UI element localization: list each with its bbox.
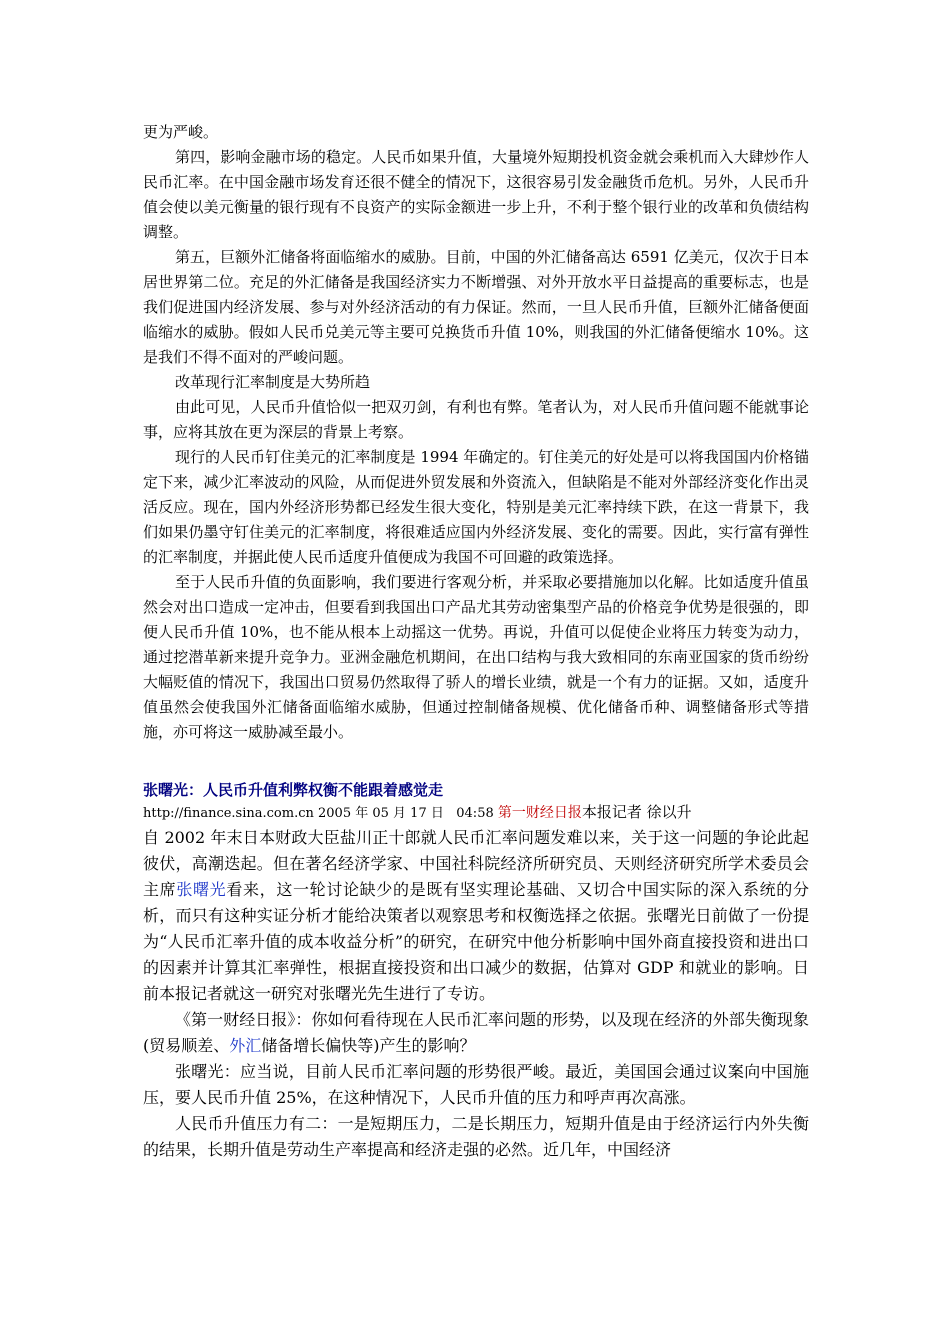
interview-answer: 张曙光：应当说，目前人民币汇率问题的形势很严峻。最近，美国国会通过议案向中国施压，要人民币升值 25%，在这种情况下，人民币升值的压力和呼声再次高涨。 bbox=[143, 1062, 809, 1107]
paragraph: 由此可见，人民币升值恰似一把双刃剑，有利也有弊。笔者认为，对人民币升值问题不能就事论事，应将其放在更为深层的背景上考察。 bbox=[143, 398, 809, 441]
source-url[interactable]: http://finance.sina.com.cn bbox=[143, 806, 314, 821]
paragraph: 更为严峻。 bbox=[143, 123, 219, 141]
interview-question bbox=[143, 1007, 809, 1059]
interview-answer: 人民币升值压力有二：一是短期压力，二是长期压力，短期升值是由于经济运行内外失衡的结果，长期升值是劳动生产率提高和经济走强的必然。近几年，中国经济 bbox=[143, 1114, 809, 1159]
article-title: 张曙光：人民币升值利弊权衡不能跟着感觉走 bbox=[143, 781, 444, 799]
intro-text: 自 2002 年末日本财政大臣盐川正十郎就人民币汇率问题发难以来，关于这一问题的争论此起彼伏，高潮迭起。但在著名经济学家、中国社科院经济所研究员、天则经济研究所学术委员会主席 bbox=[143, 828, 809, 899]
question-text: 《第一财经日报》：你如何看待现在人民币汇率问题的形势，以及现在经济的外部失衡现象(贸易顺差、 bbox=[143, 1010, 809, 1055]
person-link[interactable]: 张曙光 bbox=[176, 880, 227, 899]
intro-text: 看来，这一轮讨论缺少的是既有坚实理论基础、又切合中国实际的深入系统的分析，而只有这种实证分析才能给决策者以观察思考和权衡选择之依据。张曙光日前做了一份提为“人民币汇率升值的成本收益分析”的研究，在研究中他分析影响中国外商直接投资和进出口的因素并计算其汇率弹性，根据直接投资和出口减少的数据，估算对 GDP 和就业的影响。日前本报记者就这一研究对张曙光先生进行了专访。 bbox=[143, 880, 809, 1003]
forex-link[interactable]: 外汇 bbox=[229, 1036, 262, 1055]
question-text: 储备增长偏快等)产生的影响？ bbox=[261, 1036, 476, 1055]
source-link[interactable]: 第一财经日报 bbox=[497, 805, 582, 821]
reporter-credit: 本报记者 徐以升 bbox=[581, 803, 692, 821]
paragraph: 第五，巨额外汇储备将面临缩水的威胁。目前，中国的外汇储备高达 6591 亿美元，仅次于日本居世界第二位。充足的外汇储备是我国经济实力不断增强、对外开放水平日益提高的重要标志，也是我们促进国内经济发展、参与对外经济活动的有力保证。然而，一旦人民币升值，巨额外汇储备便面临缩水的威胁。假如人民币兑美元等主要可兑换货币升值 10%，则我国的外汇储备便缩水 10%。这是我们不得不面对的严峻问题。 bbox=[143, 248, 809, 366]
paragraph: 至于人民币升值的负面影响，我们要进行客观分析，并采取必要措施加以化解。比如适度升值虽然会对出口造成一定冲击，但要看到我国出口产品尤其劳动密集型产品的价格竞争优势是很强的，即便人民币升值 10%，也不能从根本上动摇这一优势。再说，升值可以促使企业将压力转变为动力，通过挖潜革新来提升竞争力。亚洲金融危机期间，在出口结构与我大致相同的东南亚国家的货币纷纷大幅贬值的情况下，我国出口贸易仍然取得了骄人的增长业绩，就是一个有力的证据。又如，适度升值虽然会使我国外汇储备面临缩水威胁，但通过控制储备规模、优化储备币种、调整储备形式等措施，亦可将这一威胁减至最小。 bbox=[143, 573, 809, 741]
document-page bbox=[143, 120, 809, 1163]
paragraph: 现行的人民币钉住美元的汇率制度是 1994 年确定的。钉住美元的好处是可以将我国国内价格锚定下来，减少汇率波动的风险，从而促进外贸发展和外资流入，但缺陷是不能对外部经济变化作出灵活反应。现在，国内外经济形势都已经发生很大变化，特别是美元汇率持续下跌，在这一背景下，我们如果仍墨守钉住美元的汇率制度，将很难适应国内外经济发展、变化的需要。因此，实行富有弹性的汇率制度，并据此使人民币适度升值便成为我国不可回避的政策选择。 bbox=[143, 448, 809, 566]
publish-time: 04:58 bbox=[456, 806, 494, 821]
section-heading: 改革现行汇率制度是大势所趋 bbox=[175, 373, 371, 391]
article-intro bbox=[143, 825, 809, 1007]
article-byline bbox=[143, 801, 809, 825]
paragraph: 第四，影响金融市场的稳定。人民币如果升值，大量境外短期投机资金就会乘机而入大肆炒作人民币汇率。在中国金融市场发育还很不健全的情况下，这很容易引发金融货币危机。另外，人民币升值会使以美元衡量的银行现有不良资产的实际金额进一步上升，不利于整个银行业的改革和负债结构调整。 bbox=[143, 148, 809, 241]
publish-date: 2005 年 05 月 17 日 bbox=[318, 806, 444, 821]
